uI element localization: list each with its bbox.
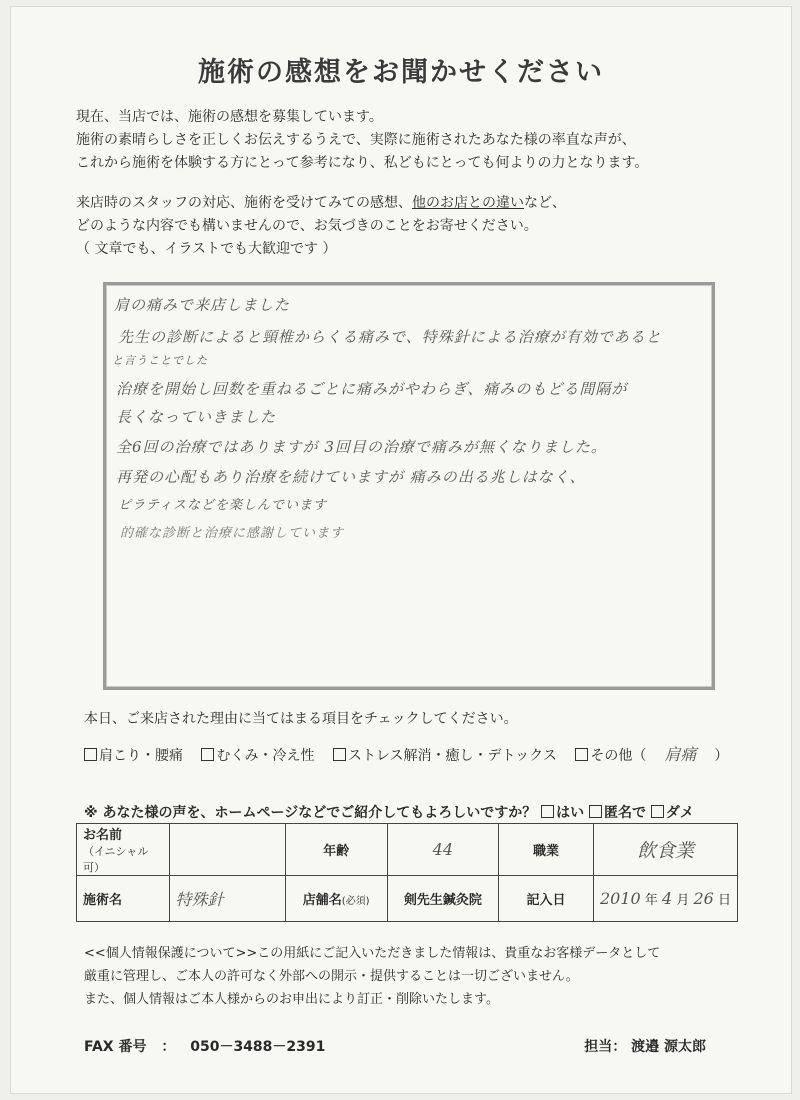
request-paragraph [76,192,566,261]
reason-option-other[interactable] [575,745,729,764]
reason-question: 本日、ご来店された理由に当てはまる項目をチェックしてください。 [84,711,518,727]
fax-separator: ： [161,1039,176,1055]
info-table [76,823,738,922]
fax-info [84,1036,325,1056]
month-unit: 月 [676,893,690,908]
fax-label: FAX 番号 [84,1039,147,1055]
request-text: 来店時のスタッフの対応、施術を受けてみての感想、 [76,195,412,211]
date-label: 記入日 [499,876,594,922]
year-unit: 年 [644,893,658,908]
date-day: 26 [693,889,714,908]
checkbox-yes[interactable] [541,805,554,818]
comment-line: と言うことでした [112,354,208,367]
treatment-label: 施術名 [77,876,170,922]
reason-checkboxes [84,742,742,765]
day-unit: 日 [717,893,731,908]
date-month: 4 [662,889,673,908]
checkbox[interactable] [333,748,346,761]
staff-info [584,1036,706,1056]
intro-paragraph [76,106,648,175]
comment-line: 再発の心配もあり治療を続けていますが 痛みの出る兆しはなく、 [116,468,586,486]
name-sublabel: （イニシャル可） [83,845,149,874]
store-label-cell [285,876,387,922]
comment-line: 全6回の治療ではありますが 3回目の治療で痛みが無くなりました。 [116,438,607,456]
checkbox[interactable] [84,748,97,761]
date-year: 2010 [599,889,641,908]
comment-line: 先生の診断によると頸椎からくる痛みで、特殊針による治療が有効であると [118,328,662,346]
reason-option-label: ストレス解消・癒し・デトックス [347,748,557,764]
intro-line: これから施術を体験する方にとって参考になり、私どもにとっても何よりの力となります。 [76,155,649,171]
reason-option[interactable] [201,748,314,764]
consent-text: ※ あなた様の声を、ホームページなどでご紹介してもよろしいですか？ [84,805,537,821]
reason-close-paren: ） [714,748,729,764]
request-line: どのような内容でも構いませんので、お気づきのことをお寄せください。 [76,218,538,234]
table-row [77,824,738,876]
age-label: 年齢 [285,824,387,876]
name-label: お名前 [83,828,123,843]
other-reason-value[interactable]: 肩痛 [664,745,697,764]
treatment-field[interactable]: 特殊針 [169,876,285,922]
staff-label: 担当： [584,1039,627,1055]
comment-line: 長くなっていきました [116,408,277,426]
reason-option[interactable] [333,748,557,764]
request-underlined-text: 他のお店との違い [412,195,524,211]
job-label: 職業 [499,824,594,876]
request-note: （ 文章でも、イラストでも大歓迎です ） [76,241,337,257]
privacy-line: 厳重に管理し、ご本人の許可なく外部への開示・提供することは一切ございません。 [84,969,579,984]
intro-line: 現在、当店では、施術の感想を募集しています。 [76,109,383,125]
privacy-line: また、個人情報はご本人様からのお申出により訂正・削除いたします。 [84,992,499,1007]
name-field[interactable] [169,824,285,876]
fax-number: 050－3488－2391 [190,1039,326,1055]
date-field[interactable] [593,876,737,922]
store-label: 店舗名 [302,893,342,908]
comment-line: 治療を開始し回数を重ねるごとに痛みがやわらぎ、痛みのもどる間隔が [116,380,628,398]
checkbox-anonymous[interactable] [589,805,602,818]
survey-sheet [10,6,792,1094]
comment-line: 的確な診断と治療に感謝しています [120,526,345,541]
comment-line: 肩の痛みで来店しました [114,296,291,314]
reason-option-label: むくみ・冷え性 [216,748,315,764]
request-line [76,192,566,215]
store-field[interactable]: 剣先生鍼灸院 [387,876,498,922]
store-required-note: (必須) [341,896,370,907]
checkbox[interactable] [575,748,588,761]
page-title: 施術の感想をお聞かせください [198,57,604,88]
checkbox[interactable] [201,748,214,761]
consent-yes-label: はい [556,805,585,821]
name-label-cell [77,824,170,876]
comment-line: ピラティスなどを楽しんでいます [118,498,327,513]
consent-anonymous-label: 匿名で [603,805,646,821]
reason-option-label: 肩こり・腰痛 [99,748,183,764]
table-row [77,876,738,922]
reason-option-label: その他（ [590,748,647,764]
consent-question [84,802,694,822]
intro-line: 施術の素晴らしさを正しくお伝えするうえで、実際に施術されたあなた様の率直な声が、 [76,132,636,148]
request-text: など、 [524,195,566,211]
checkbox-no[interactable] [651,805,664,818]
consent-no-label: ダメ [665,805,694,821]
age-field[interactable]: 44 [387,824,498,876]
staff-name: 渡邉 源太郎 [631,1039,706,1055]
reason-option[interactable] [84,748,183,764]
job-field[interactable]: 飲食業 [593,824,737,876]
privacy-notice [84,942,660,1011]
privacy-line: <<個人情報保護について>>この用紙にご記入いただきました情報は、貴重なお客様データとして [84,946,661,961]
